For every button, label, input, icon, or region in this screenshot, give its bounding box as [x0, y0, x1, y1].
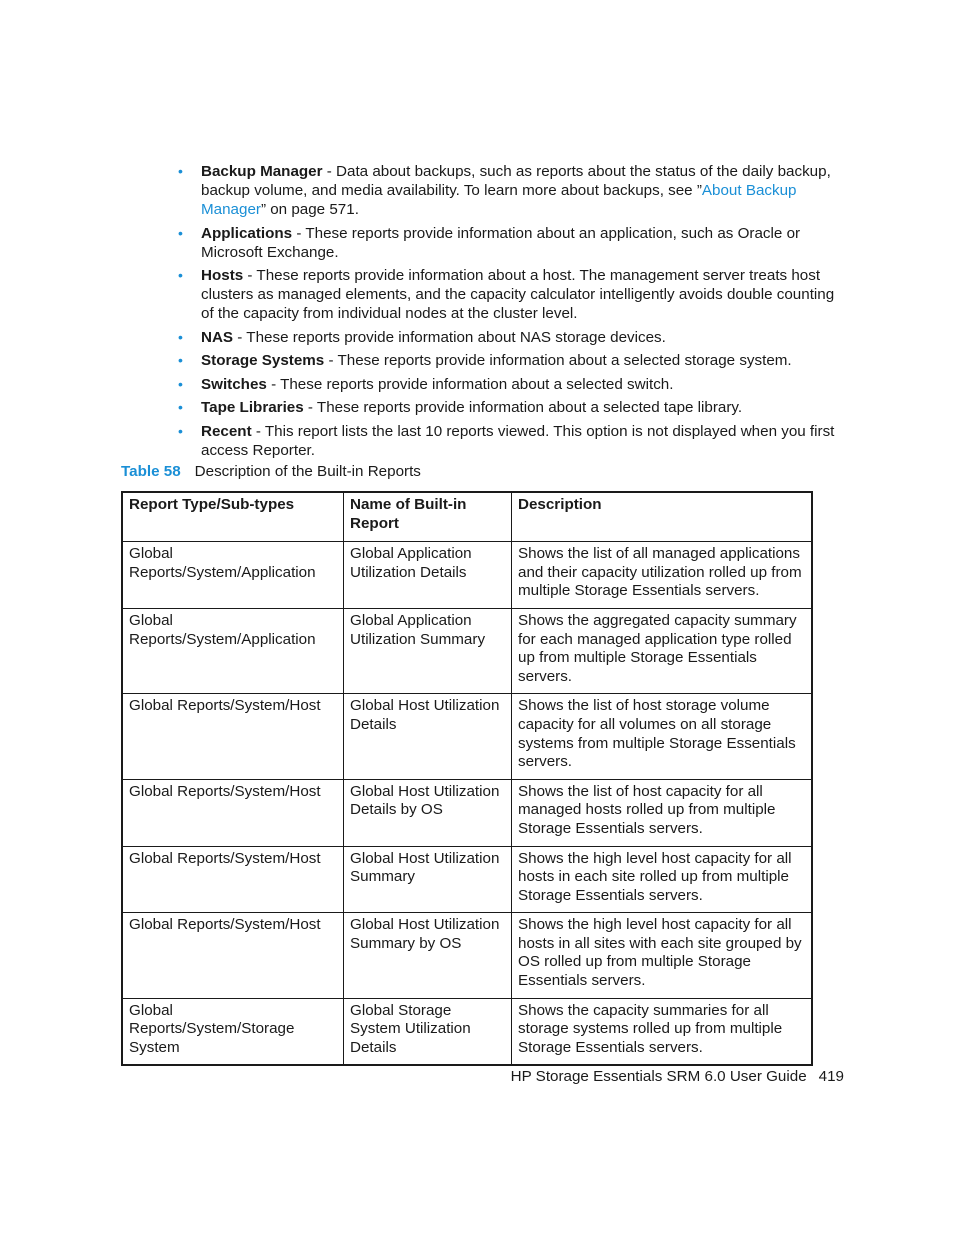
- cell-description: Shows the aggregated capacity summary for each managed application type rolled up from multiple Storage Essentials servers.: [512, 608, 813, 693]
- bullet-text-after: ” on page 571.: [260, 201, 359, 218]
- bullet-text: - These reports provide information about NAS storage devices.: [233, 328, 666, 346]
- cell-description: Shows the capacity summaries for all storage systems rolled up from multiple Storage Essentials servers.: [512, 998, 813, 1065]
- cell-report-type: Global Reports/System/Application: [122, 608, 344, 693]
- cell-description: Shows the list of host capacity for all managed hosts rolled up from multiple Storage Essentials servers.: [512, 779, 813, 846]
- cell-report-name: Global Host Utilization Summary by OS: [344, 913, 512, 998]
- about-backup-manager-link[interactable]: About Backup Manager: [201, 182, 797, 218]
- page-number: 419: [818, 1068, 844, 1085]
- bullet-icon: •: [178, 352, 183, 368]
- bullet-icon: •: [178, 375, 183, 392]
- table-row: [122, 998, 812, 1065]
- cell-report-name: Global Application Utilization Summary: [344, 608, 512, 693]
- bullet-term: Switches: [201, 375, 267, 393]
- bullet-term: NAS: [201, 328, 234, 346]
- table-row: [122, 913, 812, 998]
- cell-description: Shows the list of host storage volume capacity for all volumes on all storage systems from multiple Storage Essentials servers.: [512, 694, 813, 779]
- cell-report-type: Global Reports/System/Application: [122, 542, 344, 609]
- bullet-item: [176, 422, 836, 460]
- page-footer: [511, 1067, 844, 1087]
- bullet-item: [176, 224, 836, 262]
- table-row: [122, 608, 812, 693]
- bullet-term: Backup Manager: [201, 163, 323, 180]
- bullet-text: - Data about backups, such as reports about the status of the daily backup, backup volume, and media availability. To learn more about backups, see ”: [201, 163, 831, 199]
- cell-report-type: Global Reports/System/Host: [122, 779, 344, 846]
- bullet-text: - These reports provide information about a selected tape library.: [303, 399, 743, 416]
- bullet-term: Storage Systems: [201, 352, 325, 369]
- header-report-name: Name of Built-in Report: [344, 492, 512, 542]
- header-description: Description: [512, 492, 813, 542]
- cell-report-name: Global Host Utilization Details by OS: [344, 779, 512, 846]
- cell-description: Shows the high level host capacity for all hosts in each site rolled up from multiple Storage Essentials servers.: [512, 846, 813, 913]
- table-row: [122, 694, 812, 779]
- header-report-type: Report Type/Sub-types: [122, 492, 344, 542]
- bullet-item: [176, 266, 836, 323]
- table-row: [122, 846, 812, 913]
- bullet-term: Recent: [201, 422, 252, 440]
- cell-report-name: Global Application Utilization Details: [344, 542, 512, 609]
- table-caption: [121, 462, 421, 482]
- bullet-item: [176, 398, 836, 417]
- bullet-icon: •: [178, 163, 183, 179]
- reports-table: [121, 491, 813, 1066]
- bullet-text: - This report lists the last 10 reports viewed. This option is not displayed when you first access Reporter.: [201, 422, 835, 459]
- cell-report-type: Global Reports/System/Host: [122, 846, 344, 913]
- bullet-term: Tape Libraries: [201, 399, 304, 416]
- bullet-icon: •: [178, 267, 183, 283]
- cell-report-type: Global Reports/System/Storage System: [122, 998, 344, 1065]
- bullet-term: Applications: [201, 224, 293, 242]
- bullet-list: [176, 162, 836, 464]
- cell-report-type: Global Reports/System/Host: [122, 913, 344, 998]
- bullet-item: [176, 162, 836, 219]
- cell-report-name: Global Host Utilization Summary: [344, 846, 512, 913]
- table-title: Description of the Built-in Reports: [194, 463, 421, 480]
- bullet-item: [176, 351, 836, 370]
- bullet-icon: •: [178, 399, 183, 415]
- cell-description: Shows the high level host capacity for all hosts in all sites with each site grouped by OS rolled up from multiple Storage Essentials servers.: [512, 913, 813, 998]
- bullet-icon: •: [178, 422, 183, 439]
- table-number: Table 58: [121, 463, 181, 480]
- bullet-icon: •: [178, 328, 183, 345]
- cell-report-name: Global Storage System Utilization Details: [344, 998, 512, 1065]
- table-header-row: [122, 492, 812, 542]
- cell-report-name: Global Host Utilization Details: [344, 694, 512, 779]
- bullet-text: - These reports provide information about a host. The management server treats host clusters as managed elements, and the capacity calculator intelligently avoids double counting of the capacity from individual nodes at the cluster level.: [201, 267, 835, 322]
- bullet-term: Hosts: [201, 267, 244, 284]
- bullet-item: [176, 375, 836, 394]
- bullet-icon: •: [178, 224, 183, 241]
- bullet-text: - These reports provide information about a selected switch.: [266, 375, 674, 393]
- cell-report-type: Global Reports/System/Host: [122, 694, 344, 779]
- bullet-item: [176, 328, 836, 347]
- table-row: [122, 779, 812, 846]
- table-row: [122, 542, 812, 609]
- cell-description: Shows the list of all managed applications and their capacity utilization rolled up from multiple Storage Essentials servers.: [512, 542, 813, 609]
- bullet-text: - These reports provide information about an application, such as Oracle or Microsoft Exchange.: [201, 224, 801, 261]
- guide-title: HP Storage Essentials SRM 6.0 User Guide: [510, 1068, 807, 1085]
- bullet-text: - These reports provide information about a selected storage system.: [324, 352, 792, 369]
